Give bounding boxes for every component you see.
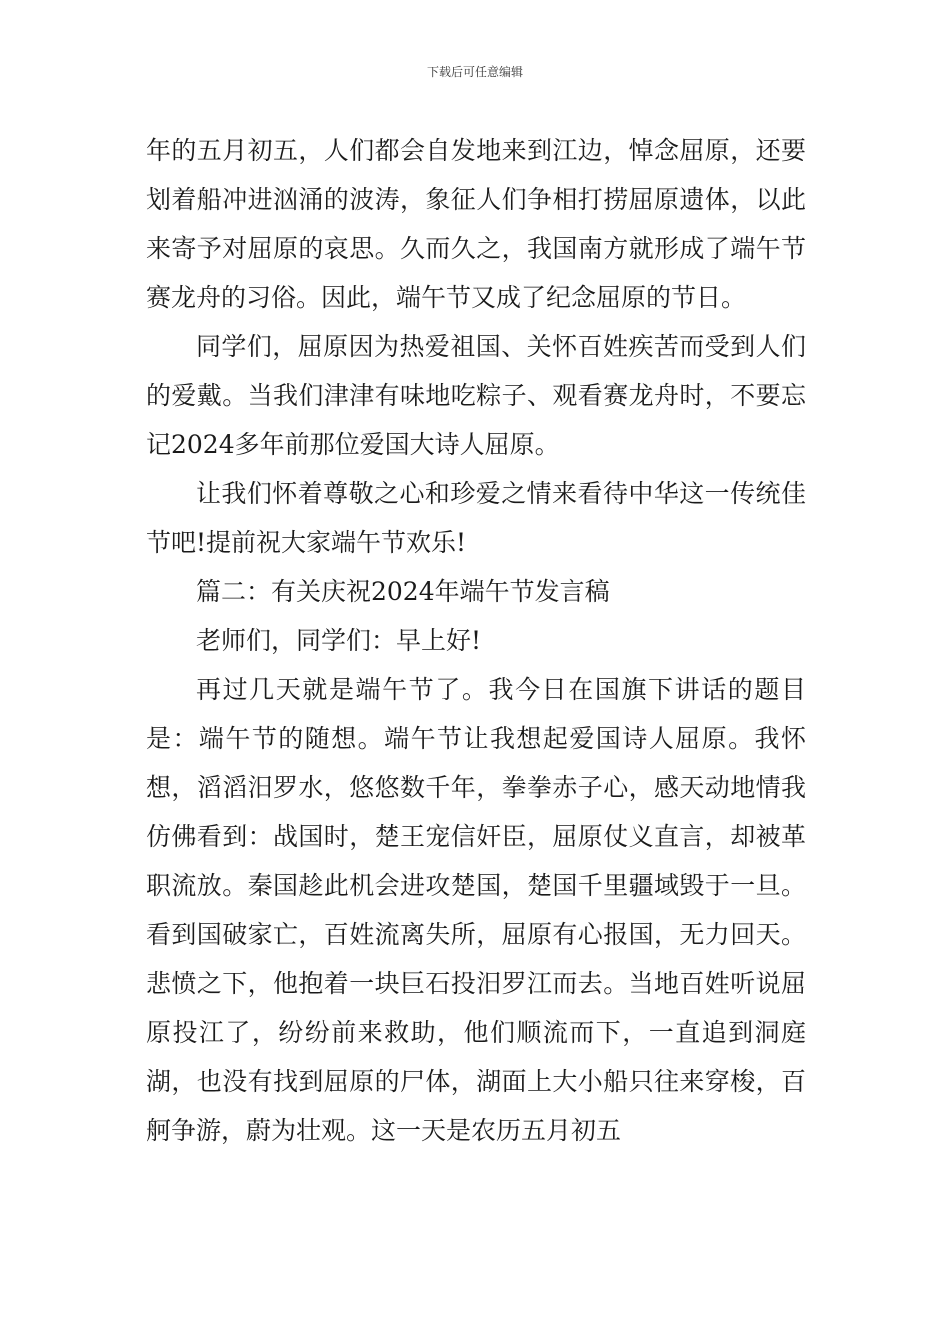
paragraph-2: 同学们，屈原因为热爱祖国、关怀百姓疾苦而受到人们的爱戴。当我们津津有味地吃粽子、观看赛龙舟时，不要忘记2024多年前那位爱国大诗人屈原。 bbox=[146, 332, 806, 459]
paragraph-3: 让我们怀着尊敬之心和珍爱之情来看待中华这一传统佳节吧!提前祝大家端午节欢乐! bbox=[146, 479, 806, 557]
section-heading: 篇二：有关庆祝2024年端午节发言稿 bbox=[196, 577, 610, 606]
document-body bbox=[146, 126, 806, 1155]
paragraph-6: 再过几天就是端午节了。我今日在国旗下讲话的题目是：端午节的随想。端午节让我想起爱国诗人屈原。我怀想，滔滔汨罗水，悠悠数千年，拳拳赤子心，感天动地情我仿佛看到：战国时，楚王宠信奸臣，屈原仗义直言，却被革职流放。秦国趁此机会进攻楚国，楚国千里疆域毁于一旦。看到国破家亡，百姓流离失所，屈原有心报国，无力回天。悲愤之下，他抱着一块巨石投汨罗江而去。当地百姓听说屈原投江了，纷纷前来救助，他们顺流而下，一直追到洞庭湖，也没有找到屈原的尸体，湖面上大小船只往来穿梭，百舸争游，蔚为壮观。这一天是农历五月初五 bbox=[146, 675, 806, 1145]
page-header: 下载后可任意编辑 bbox=[426, 65, 523, 79]
greeting: 老师们，同学们：早上好! bbox=[196, 626, 482, 655]
paragraph-1: 年的五月初五，人们都会自发地来到江边，悼念屈原，还要划着船冲进汹涌的波涛，象征人们争相打捞屈原遗体，以此来寄予对屈原的哀思。久而久之，我国南方就形成了端午节赛龙舟的习俗。因此，端午节又成了纪念屈原的节日。 bbox=[146, 136, 806, 312]
